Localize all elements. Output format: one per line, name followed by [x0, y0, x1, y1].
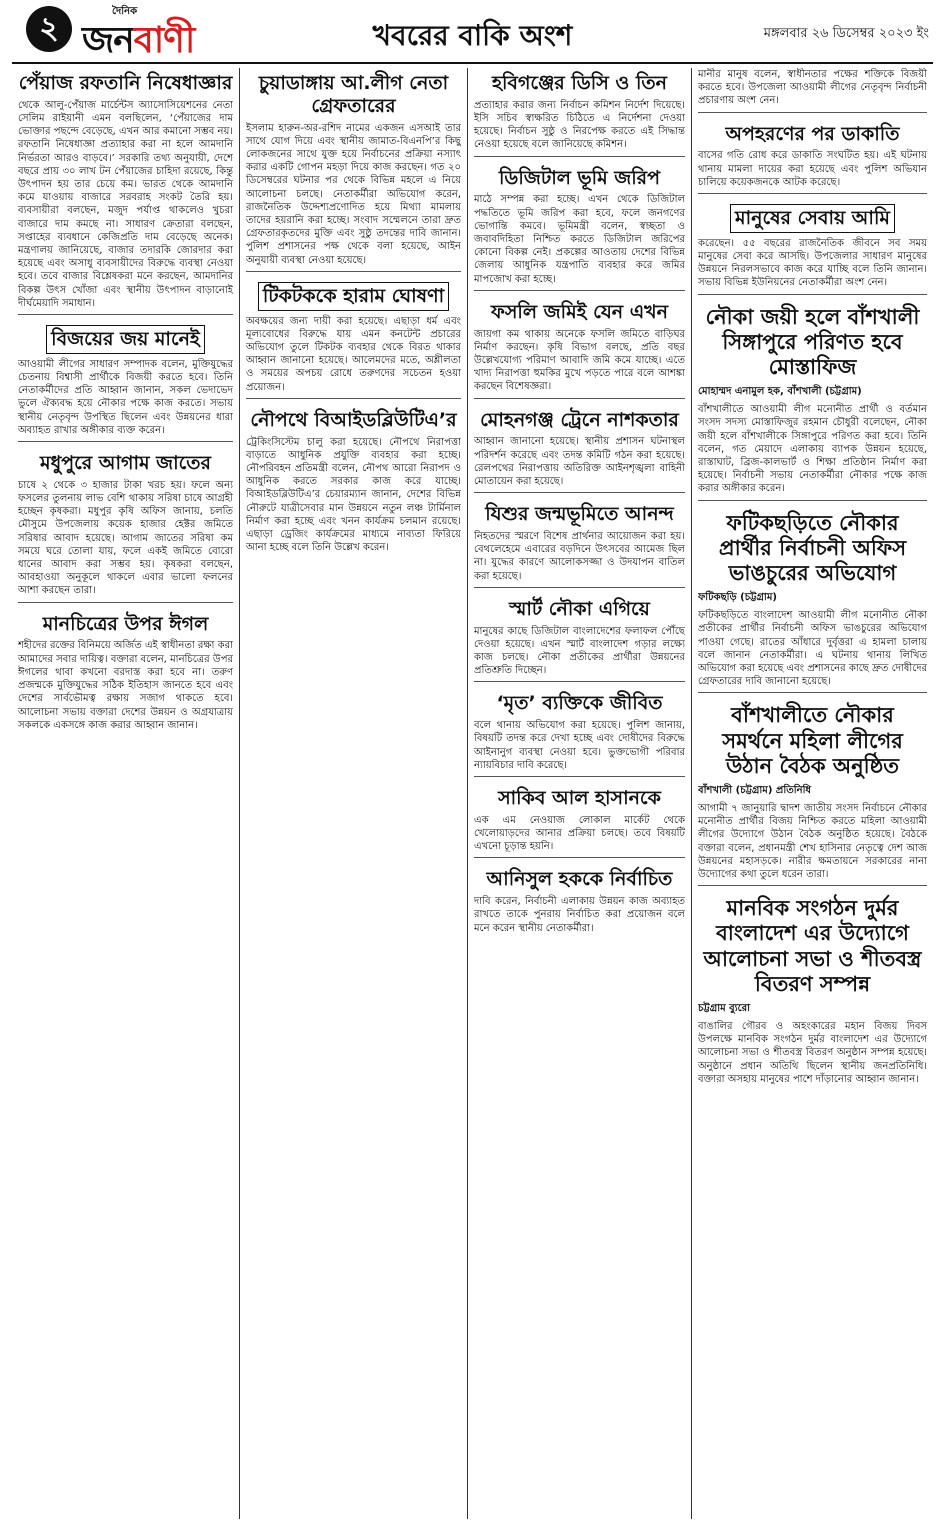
masthead — [12, 0, 933, 64]
news-story — [698, 699, 927, 886]
story-body: আহ্বান জানানো হয়েছে। স্থানীয় প্রশাসন ঘটনাস্থল পরিদর্শন করেছে এবং তদন্ত কমিটি গঠন করা হয়েছে। রেলপথের নিরাপত্তায় অতিরিক্ত আইনশৃঙ্খলা বাহিনী মোতায়েন করা হয়েছে। — [474, 436, 685, 488]
column-2 — [240, 68, 468, 1519]
story-body: থেকে আলু-পেঁয়াজ মার্চেন্টস অ্যাসোসিয়েশনের নেতা সেলিম রাইয়ানী এমন বলছিলেন, ‘পেঁয়াজের দাম ভোক্তার পছন্দে বেড়েছে, এখন আর কমানো সম্ভব নয়। রফতানি নিষেধাজ্ঞা প্রত্যাহার করা না হলে আমদানি নির্ভরতা আরও বাড়বে।’ সরকারি তথ্য অনুযায়ী, দেশে বছরে প্রায় ৩০ লাখ টন পেঁয়াজের চাহিদা রয়েছে, কিন্তু উৎপাদন হয় তার চেয়ে কম। ভারত থেকে আমদানি কমে যাওয়ায় বাজারে সরবরাহ সংকট তৈরি হয়। ব্যবসায়ীরা বলছেন, মজুদ পর্যাপ্ত থাকলেও খুচরা বাজারে দাম কমছে না। সাধারণ ক্রেতারা বলছেন, সপ্তাহের ব্যবধানে কেজিপ্রতি দাম বেড়েছে অনেক। মন্ত্রণালয় জানিয়েছে, বাজার তদারকি জোরদার করা হয়েছে এবং অসাধু ব্যবসায়ীদের বিরুদ্ধে ব্যবস্থা নেওয়া হবে। তবে বাজার বিশ্লেষকরা মনে করছেন, আমদানির বিকল্প উৎস খোঁজা এবং স্থানীয় উৎপাদন বাড়ানোই দীর্ঘমেয়াদি সমাধান। — [18, 99, 233, 309]
story-body: বাঁশখালীতে আওয়ামী লীগ মনোনীত প্রার্থী ও বর্তমান সংসদ সদস্য মোস্তাফিজুর রহমান চৌধুরী বলেছেন, নৌকা জয়ী হলে বাঁশখালীকে সিঙ্গাপুরে পরিণত করা হবে। তিনি বলেন, গত মেয়াদে এলাকায় ব্যাপক উন্নয়ন হয়েছে, রাস্তাঘাট, ব্রিজ-কালভার্ট ও শিক্ষা প্রতিষ্ঠান নির্মাণ করা হয়েছে। নির্বাচনী সভায় নেতাকর্মীরা নৌকার পক্ষে কাজ করার অঙ্গীকার করেন। — [698, 404, 927, 495]
story-body: ইসলাম হারুন-অর-রশিদ নামের একজন এসআই তার সাথে যোগ দিয়ে এবং স্থানীয় জামাত-বিএনপি’র কিছু লোকজনের সাথে যুক্ত হয়ে নির্বাচনের প্রক্রিয়া নস্যাৎ করার একটি গোপন মহড়া দিয়ে কাজ করছেন। গত ২০ ডিসেম্বরের ঘটনার পর থেকে বিভিন্ন মহলে এ নিয়ে আলোচনা চলছে। নেতাকর্মীরা অভিযোগ করেন, রাজনৈতিক উদ্দেশ্যপ্রণোদিত হয়ে মিথ্যা মামলায় তাদের হয়রানি করা হচ্ছে। সংবাদ সম্মেলনে তারা দ্রুত গ্রেফতারকৃতদের মুক্তি এবং সুষ্ঠু তদন্তের দাবি জানান। পুলিশ প্রশাসনের পক্ষ থেকে বলা হয়েছে, আইন অনুযায়ী ব্যবস্থা নেওয়া হয়েছে। — [246, 122, 461, 266]
news-story — [474, 297, 685, 399]
story-body: চাষে ২ থেকে ৩ হাজার টাকা খরচ হয়। ফলে অন্য ফসলের তুলনায় লাভ বেশি থাকায় সরিষা চাষে আগ্রহী হচ্ছেন কৃষকরা। মধুপুর কৃষি অফিস জানায়, চলতি মৌসুমে উপজেলায় কয়েক হাজার হেক্টর জমিতে সরিষার আবাদ হয়েছে। আগাম জাতের সরিষা কম সময়ে ঘরে তোলা যায়, ফলে একই জমিতে বোরো ধানের আবাদ করা সম্ভব হয়। কৃষকরা বলছেন, আবহাওয়া অনুকূলে থাকলে এবার ভালো ফলনের আশা করছেন তারা। — [18, 479, 233, 597]
news-story — [246, 405, 461, 559]
story-body: আওয়ামী লীগের সাধারণ সম্পাদক বলেন, মুক্তিযুদ্ধের চেতনায় বিশ্বাসী প্রার্থীকে বিজয়ী করতে হবে। তিনি নেতাকর্মীদের প্রতি আহ্বান জানান, সকল ভেদাভেদ ভুলে ঐক্যবদ্ধ হয়ে নৌকার পক্ষে কাজ করতে। সভায় স্থানীয় নেতৃবৃন্দ উপস্থিত ছিলেন এবং উন্নয়নের ধারা অব্যাহত রাখার অঙ্গীকার ব্যক্ত করেন। — [18, 358, 233, 436]
news-story — [474, 688, 685, 777]
news-story — [698, 119, 927, 194]
story-body: আগামী ৭ জানুয়ারি দ্বাদশ জাতীয় সংসদ নির্বাচনে নৌকার মনোনীত প্রার্থীর বিজয় নিশ্চিত করতে মহিলা আওয়ামী লীগের উদ্যোগে উঠান বৈঠক অনুষ্ঠিত হয়েছে। বৈঠকে বক্তারা বলেন, প্রধানমন্ত্রী শেখ হাসিনার নেতৃত্বে দেশ আজ উন্নয়নের মহাসড়কে। নারীর ক্ষমতায়নে সরকারের নানা উদ্যোগের কথা তুলে ধরেন তারা। — [698, 802, 927, 880]
section-title: খবরের বাকি অংশ — [372, 19, 573, 52]
story-headline: মানুষের সেবায় আমি — [730, 204, 895, 233]
story-headline: নৌকা জয়ী হলে বাঁশখালী সিঙ্গাপুরে পরিণত হবে মোস্তাফিজ — [705, 304, 920, 379]
story-body: অবক্ষয়ের জন্য দায়ী করা হয়েছে। এছাড়া ধর্ম এবং মূল্যবোধের বিরুদ্ধে যায় এমন কনটেন্ট প্রচারের অভিযোগ তুলে টিকটক ব্যবহার থেকে বিরত থাকার আহ্বান জানানো হয়েছে। আলেমদের মতে, অশ্লীলতা ও সময়ের অপচয় রোধে তরুণদের সচেতন হওয়া প্রয়োজন। — [246, 315, 461, 393]
news-story — [698, 200, 927, 295]
story-headline: যিশুর জন্মভূমিতে আনন্দ — [485, 503, 674, 526]
news-story — [246, 68, 461, 272]
column-3 — [468, 68, 692, 1519]
news-story — [18, 68, 233, 315]
story-body: নিহতদের স্মরণে বিশেষ প্রার্থনার আয়োজন করা হয়। বেথলেহেমে এবারের বড়দিনে উৎসবের আমেজ ছিল না। যুদ্ধের কারণে আলোকসজ্জা ও উদযাপন বাতিল করা হয়েছে। — [474, 531, 685, 582]
news-story — [474, 864, 685, 938]
page-number: ২ — [26, 6, 72, 52]
story-headline: পেঁয়াজ রফতানি নিষেধাজ্ঞার — [18, 72, 233, 94]
logo-part1: জন — [82, 19, 134, 61]
story-headline: ‘মৃত’ ব্যক্তিকে জীবিত — [496, 692, 663, 715]
logo-part2: বাণী — [133, 19, 195, 61]
story-body: ট্রেকিংসিস্টেম চালু করা হয়েছে। নৌপথে নিরাপত্তা বাড়াতে আধুনিক প্রযুক্তি ব্যবহার করা হচ্ছে। নৌপরিবহন প্রতিমন্ত্রী বলেন, নৌপথ আরো নিরাপদ ও আধুনিক করতে সরকার কাজ করে যাচ্ছে। বিআইডব্লিউটিএ’র চেয়ারম্যান জানান, দেশের বিভিন্ন নৌরুটে যাত্রীসেবার মান উন্নয়নে নতুন লঞ্চ টার্মিনাল নির্মাণ করা হচ্ছে এবং খনন কার্যক্রম চলমান রয়েছে। এছাড়া ড্রেজিং কার্যক্রমের মাধ্যমে নাব্যতা ফিরিয়ে আনা হচ্ছে বলে তিনি উল্লেখ করেন। — [246, 436, 461, 554]
story-headline: অপহরণের পর ডাকাতি — [725, 122, 900, 145]
story-body: মানীর মানুষ বলেন, স্বাধীনতার পক্ষের শক্তিকে বিজয়ী করতে হবে। উপজেলা আওয়ামী লীগের নেতৃবৃন্দ নির্বাচনী প্রচারণায় অংশ নেন। — [698, 69, 927, 107]
story-body: মানুষের কাছে ডিজিটাল বাংলাদেশের ফলাফল পৌঁছে দেওয়া হয়েছে। এখন স্মার্ট বাংলাদেশ গড়ার লক্ষ্যে কাজ চলছে। নৌকা প্রতীকের প্রার্থীরা উন্নয়নের প্রতিশ্রুতি দিচ্ছেন। — [474, 625, 685, 677]
news-story — [474, 405, 685, 494]
news-story — [246, 278, 461, 399]
story-headline: মধুপুরে আগাম জাতের — [40, 452, 211, 475]
story-body: বাসের গতি রোধ করে ডাকাতি সংঘটিত হয়। এই ঘটনায় থানায় মামলা দায়ের করা হয়েছে এবং পুলিশ অভিযান চালিয়ে কয়েকজনকে আটক করেছে। — [698, 150, 927, 188]
issue-date: মঙ্গলবার ২৬ ডিসেম্বর ২০২৩ ইং — [763, 26, 929, 41]
story-body: মাঠে সম্পন্ন করা হচ্ছে। এখন থেকে ডিজিটাল পদ্ধতিতে ভূমি জরিপ করা হবে, ফলে জনগণের ভোগান্তি কমবে। ভূমিমন্ত্রী বলেন, স্বচ্ছতা ও জবাবদিহিতা নিশ্চিত করতে ডিজিটাল জরিপের কোনো বিকল্প নেই। প্রকল্পের আওতায় দেশের বিভিন্ন জেলায় আধুনিক যন্ত্রপাতি ব্যবহার করে জমির মাপজোখ করা হচ্ছে। — [474, 194, 685, 285]
story-headline: স্মার্ট নৌকা এগিয়ে — [509, 597, 650, 620]
story-body: দাবি করেন, নির্বাচনী এলাকায় উন্নয়ন কাজ অব্যাহত রাখতে তাকে পুনরায় নির্বাচিত করা প্রয়োজন বলে মনে করেন স্থানীয় নেতাকর্মীরা। — [474, 896, 685, 934]
story-body: এক এম নেওয়াজ লোকাল মার্কেট থেকে খেলোয়াড়দের আনার প্রক্রিয়া চলছে। তবে বিষয়টি এখনো চূড়ান্ত হয়নি। — [474, 814, 685, 853]
column-4 — [692, 68, 933, 1519]
news-story — [474, 68, 685, 157]
story-headline: আনিসুল হককে নির্বাচিত — [486, 868, 673, 891]
news-story — [474, 499, 685, 588]
story-body: প্রত্যাহার করার জন্য নির্বাচন কমিশন নির্দেশ দিয়েছে। ইসি সচিব স্বাক্ষরিত চিঠিতে এ নির্দেশনা দেওয়া হয়েছে। নির্বাচন সুষ্ঠু ও নিরপেক্ষ করতে এই সিদ্ধান্ত নেওয়া হয়েছে বলে জানিয়েছে কমিশন। — [474, 99, 685, 151]
story-body: শহীদের রক্তের বিনিময়ে অর্জিত এই স্বাধীনতা রক্ষা করা আমাদের সবার দায়িত্ব। বক্তারা বলেন, মানচিত্রের উপর ঈগলের থাবা কখনো বরদাস্ত করা হবে না। তরুণ প্রজন্মকে মুক্তিযুদ্ধের সঠিক ইতিহাস জানতে হবে এবং দেশের সার্বভৌমত্ব রক্ষায় সজাগ থাকতে হবে। আলোচনা সভায় বক্তারা দেশের উন্নয়ন ও অগ্রযাত্রায় সকলকে একসঙ্গে কাজ করার আহ্বান জানান। — [18, 640, 233, 731]
news-story — [474, 783, 685, 858]
story-byline: মোহাম্মদ এনামুল হক, বাঁশখালী (চট্টগ্রাম) — [698, 386, 862, 398]
story-byline: ফটিকছড়ি (চট্টগ্রাম) — [698, 592, 777, 604]
news-story — [18, 321, 233, 442]
story-headline: বিজয়ের জয় মানেই — [46, 325, 205, 354]
news-story — [698, 301, 927, 501]
story-headline: টিকটককে হারাম ঘোষণা — [258, 282, 449, 311]
story-byline: চট্টগ্রাম ব্যুরো — [698, 1002, 751, 1014]
columns — [12, 68, 933, 1519]
story-byline: বাঁশখালী (চট্টগ্রাম) প্রতিনিধি — [698, 784, 812, 796]
story-headline: সাকিব আল হাসানকে — [498, 787, 661, 810]
story-headline: চুয়াডাঙ্গায় আ.লীগ নেতা গ্রেফতারের — [258, 72, 449, 117]
story-headline: হবিগঞ্জের ডিসি ও তিন — [491, 72, 668, 94]
story-body: বাঙালির গৌরব ও অহংকারের মহান বিজয় দিবস উপলক্ষে মানবিক সংগঠন দুর্মর বাংলাদেশ এর উদ্যোগে আলোচনা সভা ও শীতবস্ত্র বিতরণ অনুষ্ঠান সম্পন্ন হয়েছে। অনুষ্ঠানে প্রধান অতিথি ছিলেন স্থানীয় জনপ্রতিনিধি। বক্তারা অসহায় মানুষের পাশে দাঁড়ানোর আহ্বান জানান। — [698, 1020, 927, 1085]
story-headline: বাঁশখালীতে নৌকার সমর্থনে মহিলা লীগের উঠান বৈঠক অনুষ্ঠিত — [722, 703, 903, 778]
column-1 — [12, 68, 240, 1519]
story-headline: মানবিক সংগঠন দুর্মর বাংলাদেশ এর উদ্যোগে আলোচনা সভা ও শীতবস্ত্র বিতরণ সম্পন্ন — [703, 896, 922, 996]
story-headline: নৌপথে বিআইডব্লিউটিএ’র — [250, 408, 457, 431]
logo-prefix: দৈনিক — [112, 6, 138, 17]
story-body: করেছেন। ৫৫ বছরের রাজনৈতিক জীবনে সব সময় মানুষের সেবা করে আসছি। উপজেলার সাধারণ মানুষের উন্নয়নে নিরলসভাবে কাজ করে যাচ্ছি বলে তিনি জানান। সভায় বিভিন্ন ইউনিয়নের নেতাকর্মীরা অংশ নেন। — [698, 237, 927, 289]
story-body: ফটিকছড়িতে বাংলাদেশ আওয়ামী লীগ মনোনীত নৌকা প্রতীকের প্রার্থীর নির্বাচনী অফিস ভাঙচুরের অভিযোগ পাওয়া গেছে। রাতের আঁধারে দুর্বৃত্তরা এ হামলা চালায় বলে জানান নেতাকর্মীরা। এ ঘটনায় থানায় লিখিত অভিযোগ করা হয়েছে এবং প্রশাসনের কাছে দ্রুত দোষীদের গ্রেফতারের দাবি জানানো হয়েছে। — [698, 610, 927, 688]
news-story — [18, 448, 233, 603]
story-headline: ফটিকছড়িতে নৌকার প্রার্থীর নির্বাচনী অফিস ভাঙচুরের অভিযোগ — [718, 510, 907, 585]
news-story — [698, 892, 927, 1090]
news-story — [474, 163, 685, 291]
story-headline: ডিজিটাল ভূমি জরিপ — [498, 166, 661, 189]
news-story — [698, 68, 927, 113]
story-headline: মোহনগঞ্জ ট্রেনে নাশকতার — [480, 408, 679, 431]
news-story — [698, 507, 927, 694]
story-headline: ফসলি জমিই যেন এখন — [490, 300, 668, 323]
news-story — [474, 594, 685, 683]
story-body: বলে থানায় অভিযোগ করা হয়েছে। পুলিশ জানায়, বিষয়টি তদন্ত করে দেখা হচ্ছে এবং দোষীদের বিরুদ্ধে আইনানুগ ব্যবস্থা নেওয়া হবে। ভুক্তভোগী পরিবার ন্যায়বিচার দাবি করেছে। — [474, 720, 685, 771]
news-story — [18, 609, 233, 736]
story-body: জায়গা কম থাকায় অনেকে ফসলি জমিতে বাড়িঘর নির্মাণ করছেন। কৃষি বিভাগ বলছে, প্রতি বছর উল্লেখযোগ্য পরিমাণ আবাদি জমি কমে যাচ্ছে। এতে খাদ্য নিরাপত্তা হুমকির মুখে পড়তে পারে বলে আশঙ্কা করছেন বিশেষজ্ঞরা। — [474, 328, 685, 393]
story-headline: মানচিত্রের উপর ঈগল — [42, 612, 209, 635]
